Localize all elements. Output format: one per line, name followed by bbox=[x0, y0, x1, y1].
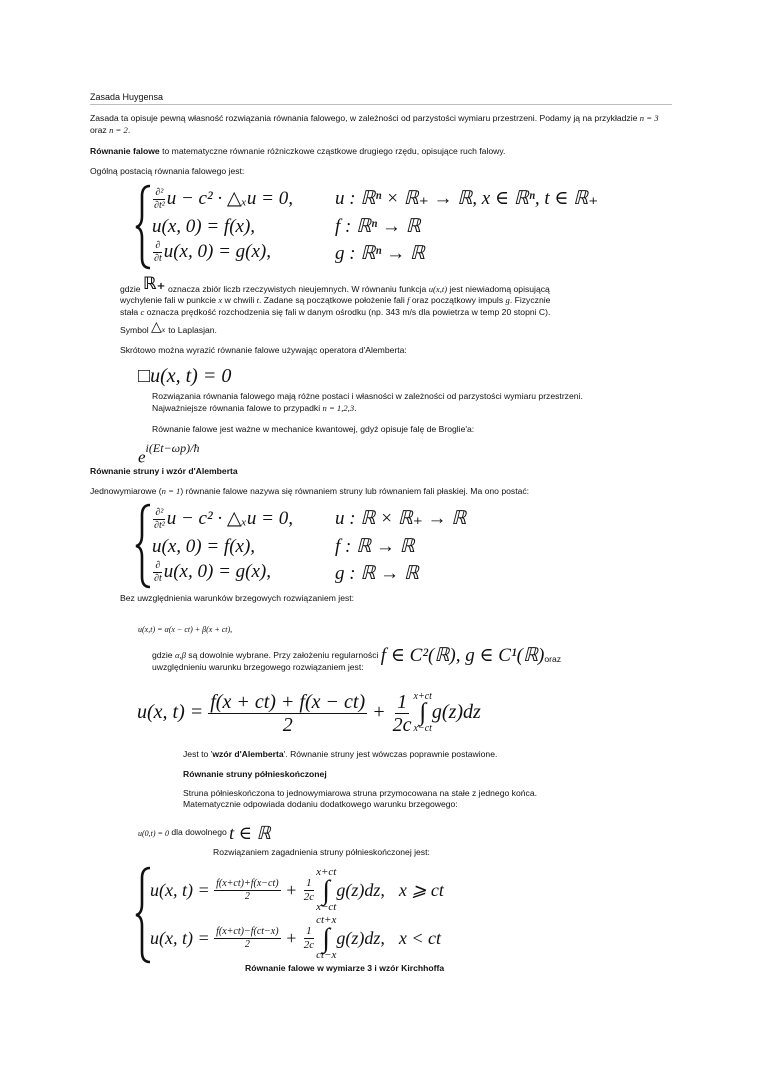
dalembert-note bbox=[183, 749, 497, 761]
general-solution: u(x,t) = α(x − ct) + β(x + ct), bbox=[138, 625, 233, 634]
left-brace-2 bbox=[134, 503, 152, 589]
de-broglie-base: e bbox=[138, 447, 146, 467]
rplus-symbol: ℝ₊ bbox=[142, 274, 166, 294]
quantum-text: Równanie falowe jest ważne w mechanice kwantowej, gdyż opisuje falę de Broglie'a: bbox=[152, 424, 475, 434]
wave-eq-definition bbox=[90, 146, 675, 158]
intro-n2: n = 2 bbox=[109, 124, 128, 135]
solutions-end: . bbox=[354, 402, 357, 413]
string-intro-a: Jednowymiarowe ( bbox=[90, 486, 162, 496]
de-broglie-exponent: i(Et−ωp)/ħ bbox=[145, 441, 200, 455]
semi-infinite-heading: Równanie struny półnieskończonej bbox=[183, 769, 327, 779]
solutions-line1: Rozwiązania równania falowego mają różne postaci i własności w zależności od parzystości wymiaru przestrzeni. bbox=[152, 391, 583, 401]
dalembert-plus: + bbox=[372, 701, 386, 724]
dalembert-integrand: g(z)dz bbox=[431, 701, 481, 724]
half-fraction: $\frac{1}{2c}$ bbox=[392, 690, 412, 736]
solutions-paragraph bbox=[152, 391, 682, 415]
system2-row1-rhs: u : ℝ × ℝ₊ → ℝ bbox=[335, 507, 467, 529]
intro-paragraph bbox=[90, 113, 675, 137]
d2-dt2-fraction: $\frac{\text{∂²}}{\text{∂t²}}$ bbox=[154, 186, 165, 211]
s3-row2-plus: + bbox=[285, 927, 298, 948]
alpha-beta-paragraph bbox=[152, 643, 652, 674]
intro-oraz: oraz bbox=[90, 124, 110, 135]
dalembert-lhs: u(x, t) = bbox=[137, 701, 204, 724]
system2-row1-lhs bbox=[152, 506, 293, 532]
explain-t2: jest niewiadomą opisującą bbox=[449, 284, 550, 294]
kirchhoff-heading: Równanie falowe w wymiarze 3 i wzór Kirchhoffa bbox=[245, 963, 445, 973]
system3-row1 bbox=[150, 866, 444, 914]
system2-row2-rhs: f : ℝ → ℝ bbox=[335, 536, 415, 557]
regularity-condition: f ∈ C²(ℝ), g ∈ C¹(ℝ) bbox=[380, 645, 545, 666]
solutions-n: n = 1,2,3 bbox=[322, 402, 355, 413]
d-dt-fraction: $\frac{\partial}{\partial t}$ bbox=[154, 239, 162, 264]
s3-row1-lhs: u(x, t) = bbox=[150, 879, 210, 900]
d-dt-fraction-2: $\frac{\partial}{\partial t}$ bbox=[154, 559, 162, 584]
semi-infinite-text-2: Matematycznie odpowiada dodaniu dodatkowego warunku brzegowego: bbox=[183, 799, 458, 809]
explain-t: t bbox=[256, 295, 260, 306]
s3-row1-integrand: g(z)dz, bbox=[336, 879, 385, 900]
system2-row3-rhs: g : ℝ → ℝ bbox=[335, 563, 419, 584]
dalembert-intro: Skrótowo można wyrazić równanie falowe używając operatora d'Alemberta: bbox=[120, 345, 407, 355]
explain-t8: stała bbox=[120, 307, 139, 318]
general-form-label: Ogólną postacią równania falowego jest: bbox=[90, 166, 245, 176]
title-divider bbox=[90, 104, 672, 105]
dalembert-fraction: $\frac{f(x + ct) + f(x - ct)}{2}$ bbox=[210, 690, 366, 736]
explain-uxt: u(x,t) bbox=[428, 284, 448, 294]
note-a: Jest to ' bbox=[183, 749, 213, 759]
s3-row2-integrand: g(z)dz, bbox=[336, 927, 385, 948]
semi-solution-label: Rozwiązaniem zagadnienia struny półnieskończonej jest: bbox=[213, 847, 430, 857]
explain-t7: . Fizycznie bbox=[509, 295, 551, 306]
ab-text-2: uwzględnieniu warunku brzegowego rozwiązaniem jest: bbox=[152, 662, 364, 672]
boundary-eq: u(0,t) = 0 bbox=[138, 828, 169, 838]
note-b: '. Równanie struny jest wówczas poprawnie postawione. bbox=[283, 749, 498, 759]
string-intro-b: ) równanie falowe nazywa się równaniem struny lub równaniem fali płaskiej. Ma ono postać: bbox=[180, 486, 530, 496]
symbol-text: Symbol bbox=[120, 325, 149, 336]
system1-row2-lhs: u(x, 0) = f(x), bbox=[152, 216, 256, 237]
explain-g: g bbox=[505, 295, 510, 306]
laplacian-symbol: △ₓ bbox=[151, 320, 166, 336]
system1-row1-rhs: u : ℝⁿ × ℝ₊ → ℝ, x ∈ ℝⁿ, t ∈ ℝ₊ bbox=[335, 187, 599, 209]
ab-gdzie: gdzie bbox=[152, 650, 173, 661]
string-intro bbox=[90, 486, 675, 498]
solutions-line2: Najważniejsze równania falowe to przypadki bbox=[152, 402, 321, 413]
gdzie-text: gdzie bbox=[120, 284, 141, 294]
explain-t3: wychylenie fali w punkcie bbox=[120, 295, 217, 306]
ab-text: są dowolnie wybrane. Przy założeniu regularności bbox=[188, 650, 379, 661]
explain-c: c bbox=[140, 307, 145, 318]
no-boundary-text: Bez uwzględnienia warunków brzegowych rozwiązaniem jest: bbox=[120, 593, 355, 603]
system1-row1-lhs bbox=[152, 186, 293, 212]
string-heading: Równanie struny i wzór d'Alemberta bbox=[90, 466, 238, 476]
intro-text: Zasada ta opisuje pewną własność rozwiązania równania falowego, w zależności od parzystości wymiaru przestrzeni. Podamy ją na przykładzie bbox=[90, 113, 640, 123]
explain-t4: w chwili bbox=[224, 295, 255, 306]
page-title: Zasada Huygensa bbox=[90, 92, 164, 102]
dalembert-formula bbox=[137, 682, 481, 744]
left-brace-1 bbox=[134, 184, 152, 270]
boundary-mid: dla dowolnego bbox=[171, 827, 227, 838]
s3-row2-integral: ct+x ∫ ct−x bbox=[316, 914, 337, 961]
s3-row1-half: $\frac{1}{2c}$ bbox=[303, 876, 315, 903]
system2-row1-lhs-text: u − c² · △ₓu = 0, bbox=[166, 507, 294, 529]
string-intro-n1: n = 1 bbox=[161, 486, 181, 496]
s3-row2-condition: x < ct bbox=[398, 927, 441, 948]
s3-row2-fraction: $\frac{f(x+ct)-f(ct-x)}{2}$ bbox=[216, 925, 279, 950]
d2-dt2-fraction-2: $\frac{\text{∂²}}{\text{∂t²}}$ bbox=[154, 506, 165, 531]
explain-t9: oznacza prędkość rozchodzenia się fali w danym ośrodku (np. 343 m/s dla powietrza w temp 20 stopni C). bbox=[146, 307, 551, 318]
wave-eq-term: Równanie falowe bbox=[90, 146, 160, 156]
integral: x+ct ∫ x−ct bbox=[413, 691, 432, 734]
s3-row1-plus: + bbox=[285, 879, 298, 900]
s3-row1-condition: x ⩾ ct bbox=[398, 879, 444, 900]
system2-row2-lhs: u(x, 0) = f(x), bbox=[152, 536, 256, 557]
explanation-paragraph bbox=[120, 276, 680, 339]
intro-n3: n = 3 bbox=[639, 113, 659, 123]
explain-f: f bbox=[407, 295, 410, 306]
system1-row3-rhs: g : ℝⁿ → ℝ bbox=[335, 243, 425, 264]
system1-row3-lhs-text: u(x, 0) = g(x), bbox=[163, 240, 271, 262]
explain-x: x bbox=[218, 295, 223, 306]
note-term: wzór d'Alemberta bbox=[212, 749, 284, 759]
ab-symbols: α,β bbox=[174, 650, 186, 661]
explain-t6: oraz początkowy impuls bbox=[411, 295, 504, 306]
system1-row1-lhs-text: u − c² · △ₓu = 0, bbox=[166, 187, 294, 209]
intro-end: . bbox=[127, 124, 131, 135]
system2-row3-lhs bbox=[152, 559, 271, 585]
boundary-condition bbox=[138, 821, 271, 843]
boundary-cond: t ∈ ℝ bbox=[229, 823, 271, 843]
s3-row1-fraction: $\frac{f(x+ct)+f(x-ct)}{2}$ bbox=[216, 877, 279, 902]
wave-eq-rest: to matematyczne równanie różniczkowe cząstkowe drugiego rzędu, opisujące ruch falowy. bbox=[159, 146, 506, 156]
s3-row1-integral: x+ct ∫ x−ct bbox=[316, 866, 337, 913]
box-operator-equation: □u(x, t) = 0 bbox=[138, 365, 232, 387]
system3-row2 bbox=[150, 914, 441, 962]
s3-row2-lhs: u(x, t) = bbox=[150, 927, 210, 948]
s3-row2-half: $\frac{1}{2c}$ bbox=[303, 924, 315, 951]
system1-row2-rhs: f : ℝⁿ → ℝ bbox=[335, 216, 421, 237]
explain-t1: oznacza zbiór liczb rzeczywistych nieujemnych. W równaniu funkcja bbox=[167, 284, 427, 294]
system1-row3-lhs bbox=[152, 239, 271, 265]
explain-t5: . Zadane są początkowe położenie fali bbox=[259, 295, 405, 306]
system2-row3-lhs-text: u(x, 0) = g(x), bbox=[163, 560, 271, 582]
semi-infinite-text-1: Struna półnieskończona to jednowymiarowa struna przymocowana na stałe z jednego końca. bbox=[183, 788, 537, 798]
laplacian-text: to Laplasjan. bbox=[168, 325, 217, 336]
ab-oraz: oraz bbox=[544, 654, 562, 665]
